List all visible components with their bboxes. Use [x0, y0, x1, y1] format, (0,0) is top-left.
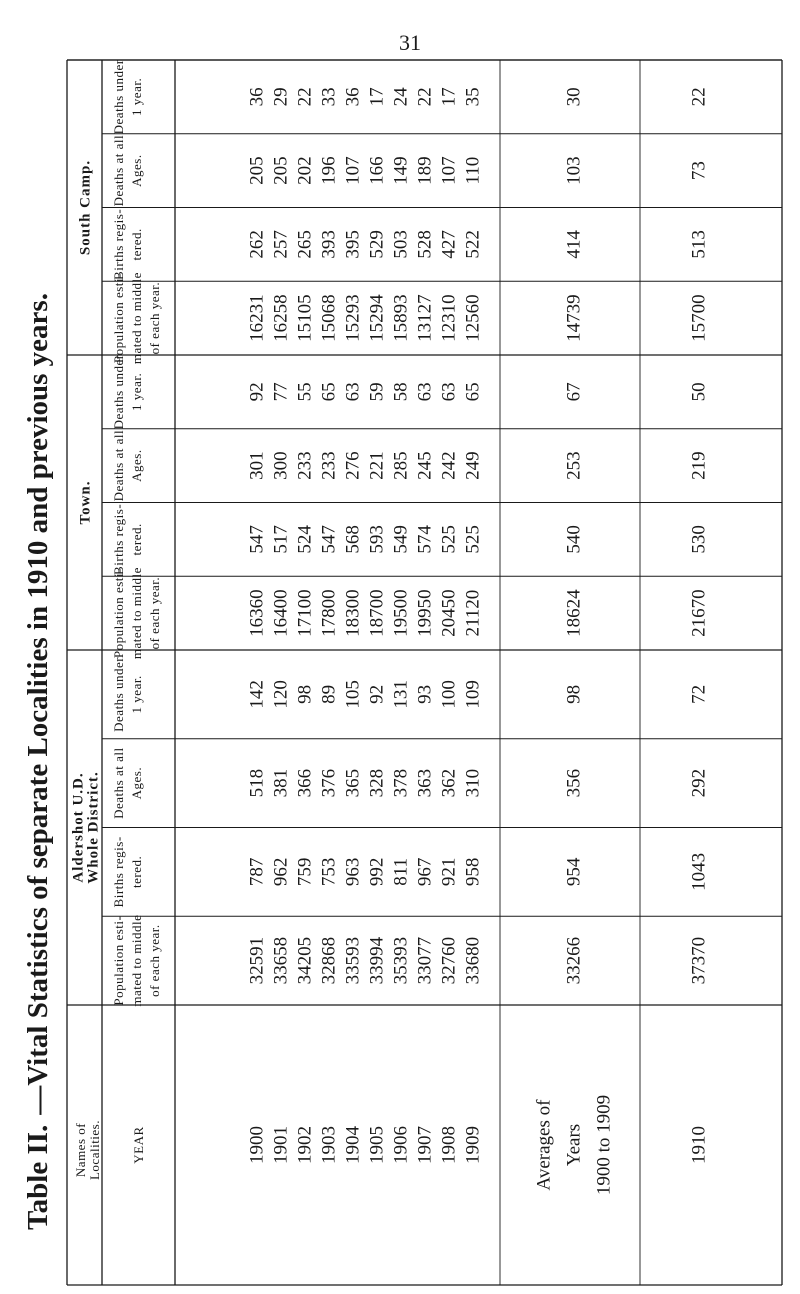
deaths_all-header-line-1: Deaths at all [110, 747, 126, 819]
deaths_under1-value: 59 [366, 382, 388, 402]
births-value: 547 [246, 525, 268, 554]
deaths_under1-value: 17 [366, 87, 388, 107]
deaths_all-value: 242 [438, 451, 460, 480]
deaths_under1-value: 131 [390, 680, 412, 709]
births-header-line-1: Births regis- [110, 836, 126, 908]
deaths_all-value: 276 [342, 451, 364, 480]
year-1904: 1904 [342, 1126, 364, 1164]
deaths_under1-average: 98 [563, 684, 585, 704]
births-value: 962 [270, 857, 292, 887]
deaths_all-value: 301 [246, 451, 268, 480]
deaths_all-value: 202 [294, 156, 316, 185]
births-value: 547 [318, 525, 340, 554]
births-value: 593 [366, 525, 388, 554]
population-value: 33680 [462, 936, 484, 985]
deaths_under1-value: 63 [342, 382, 364, 402]
population-value: 19950 [414, 589, 436, 637]
deaths_under1-value: 58 [390, 382, 412, 402]
births-value: 963 [342, 857, 364, 887]
deaths_all-average: 253 [563, 451, 585, 480]
population-current: 21670 [688, 589, 710, 637]
population-value: 33994 [366, 936, 388, 985]
population-value: 16231 [246, 294, 268, 342]
deaths_all-header-line-1: Deaths at all [110, 429, 126, 502]
year-header: YEAR [130, 1126, 146, 1164]
deaths_under1-value: 92 [246, 382, 268, 402]
births-value: 427 [438, 230, 460, 259]
population-value: 18700 [366, 589, 388, 637]
births-value: 522 [462, 230, 484, 259]
averages-label-line-3: 1900 to 1909 [593, 1094, 615, 1196]
deaths_all-value: 285 [390, 451, 412, 480]
population-value: 35393 [390, 936, 412, 985]
births-value: 574 [414, 525, 436, 554]
births-value: 393 [318, 230, 340, 259]
births-average: 414 [563, 230, 585, 259]
year-1900: 1900 [246, 1126, 268, 1164]
deaths_under1-value: 22 [294, 87, 316, 107]
births-header-line-2: tered. [128, 228, 144, 261]
deaths_all-value: 205 [270, 156, 292, 185]
deaths_all-average: 356 [563, 768, 585, 798]
year-1902: 1902 [294, 1126, 316, 1164]
deaths_under1-value: 22 [414, 87, 436, 107]
births-current: 513 [688, 230, 710, 259]
population-value: 33593 [342, 936, 364, 985]
births-header-line-1: Births regis- [110, 208, 126, 280]
population-header-line-2: mated to middle [128, 272, 144, 365]
births-value: 524 [294, 525, 316, 554]
deaths_all-value: 233 [294, 451, 316, 480]
year-1907: 1907 [414, 1126, 436, 1164]
births-value: 787 [246, 857, 268, 887]
year-1901: 1901 [270, 1126, 292, 1164]
deaths_all-value: 166 [366, 156, 388, 185]
deaths_all-value: 233 [318, 451, 340, 480]
births-value: 549 [390, 525, 412, 554]
deaths_under1-value: 98 [294, 684, 316, 704]
population-header-line-3: of each year. [146, 576, 162, 650]
section-label-line-2: Whole District. [85, 771, 102, 884]
deaths_all-value: 245 [414, 451, 436, 480]
deaths_all-value: 249 [462, 451, 484, 480]
population-header-line-3: of each year. [146, 281, 162, 355]
births-value: 262 [246, 230, 268, 259]
deaths_all-current: 73 [688, 161, 710, 181]
deaths_under1-value: 63 [414, 382, 436, 402]
births-value: 257 [270, 230, 292, 259]
year-1906: 1906 [390, 1126, 412, 1164]
population-value: 20450 [438, 589, 460, 637]
births-value: 529 [366, 230, 388, 259]
deaths_under1-value: 55 [294, 382, 316, 402]
year-1909: 1909 [462, 1126, 484, 1164]
births-current: 530 [688, 525, 710, 554]
deaths_under1-header-line-2: 1 year. [128, 372, 144, 411]
deaths_under1-average: 67 [563, 382, 585, 402]
population-value: 15293 [342, 294, 364, 342]
population-value: 16360 [246, 589, 268, 637]
deaths_all-header-line-2: Ages. [128, 449, 144, 482]
population-value: 16400 [270, 589, 292, 637]
population-value: 12560 [462, 294, 484, 342]
deaths_under1-value: 33 [318, 87, 340, 107]
deaths_all-value: 366 [294, 768, 316, 798]
averages-label-line-1: Averages of [533, 1099, 555, 1191]
population-value: 33077 [414, 936, 436, 985]
deaths_under1-header-line-1: Deaths under [110, 656, 126, 732]
population-header-line-1: Population esti- [110, 568, 126, 659]
deaths_under1-value: 65 [462, 382, 484, 402]
table-label: Table II. [22, 1124, 54, 1230]
current-year: 1910 [688, 1126, 710, 1164]
population-header-line-2: mated to middle [128, 914, 144, 1007]
population-value: 15068 [318, 294, 340, 342]
births-value: 759 [294, 857, 316, 887]
deaths_all-current: 292 [688, 768, 710, 798]
births-value: 967 [414, 857, 436, 887]
population-value: 15893 [390, 294, 412, 342]
deaths_under1-header-line-2: 1 year. [128, 675, 144, 714]
births-header-line-1: Births regis- [110, 503, 126, 575]
births-value: 525 [462, 525, 484, 554]
population-current: 15700 [688, 294, 710, 342]
deaths_under1-value: 120 [270, 680, 292, 709]
section-label: South Camp. [77, 159, 94, 256]
population-value: 15105 [294, 294, 316, 342]
population-current: 37370 [688, 936, 710, 985]
births-value: 265 [294, 230, 316, 259]
births-value: 992 [366, 857, 388, 887]
deaths_all-value: 518 [246, 768, 268, 798]
deaths_under1-value: 24 [390, 87, 412, 107]
population-value: 17100 [294, 589, 316, 637]
population-value: 32760 [438, 936, 460, 985]
deaths_under1-header-line-1: Deaths under [110, 354, 126, 430]
deaths_under1-value: 89 [318, 684, 340, 704]
deaths_all-value: 362 [438, 768, 460, 798]
deaths_all-value: 300 [270, 451, 292, 480]
deaths_all-value: 110 [462, 156, 484, 185]
deaths_under1-value: 36 [246, 87, 268, 107]
deaths_all-header-line-2: Ages. [128, 154, 144, 187]
deaths_under1-value: 36 [342, 87, 364, 107]
population-value: 17800 [318, 589, 340, 637]
deaths_all-value: 381 [270, 768, 292, 798]
deaths_under1-value: 92 [366, 684, 388, 704]
population-header-line-1: Population esti- [110, 915, 126, 1006]
births-average: 954 [563, 857, 585, 887]
births-value: 525 [438, 525, 460, 554]
deaths_under1-value: 109 [462, 680, 484, 709]
deaths_under1-header-line-2: 1 year. [128, 77, 144, 116]
deaths_all-value: 363 [414, 768, 436, 798]
population-header-line-2: mated to middle [128, 567, 144, 660]
population-value: 12310 [438, 294, 460, 342]
population-average: 18624 [563, 589, 585, 637]
deaths_all-value: 310 [462, 768, 484, 798]
deaths_under1-current: 22 [688, 87, 710, 107]
year-1908: 1908 [438, 1126, 460, 1164]
births-header-line-2: tered. [128, 855, 144, 888]
deaths_all-header-line-2: Ages. [128, 766, 144, 800]
deaths_under1-value: 63 [438, 382, 460, 402]
deaths_all-value: 365 [342, 768, 364, 798]
births-value: 568 [342, 525, 364, 554]
births-current: 1043 [688, 852, 710, 891]
population-value: 18300 [342, 589, 364, 637]
deaths_all-value: 189 [414, 156, 436, 185]
page-number: 31 [399, 30, 421, 55]
deaths_all-value: 107 [438, 156, 460, 185]
deaths_all-value: 196 [318, 156, 340, 185]
population-average: 33266 [563, 936, 585, 985]
births-value: 811 [390, 857, 412, 886]
births-value: 921 [438, 857, 460, 887]
population-value: 32868 [318, 936, 340, 985]
deaths_under1-value: 105 [342, 680, 364, 709]
population-header-line-1: Population esti- [110, 273, 126, 364]
deaths_under1-value: 17 [438, 87, 460, 107]
year-1903: 1903 [318, 1126, 340, 1164]
year-1905: 1905 [366, 1126, 388, 1164]
deaths_under1-value: 29 [270, 87, 292, 107]
deaths_under1-value: 35 [462, 87, 484, 107]
deaths_all-value: 376 [318, 768, 340, 798]
deaths_all-value: 378 [390, 768, 412, 798]
localities-header-line-2: Localities. [86, 1119, 102, 1181]
births-value: 503 [390, 230, 412, 259]
population-value: 33658 [270, 936, 292, 985]
births-value: 395 [342, 230, 364, 259]
deaths_all-value: 107 [342, 156, 364, 185]
births-value: 517 [270, 525, 292, 554]
deaths_under1-average: 30 [563, 87, 585, 107]
population-average: 14739 [563, 294, 585, 342]
population-header-line-3: of each year. [146, 924, 162, 997]
localities-header-line-1: Names of [72, 1122, 88, 1178]
population-value: 16258 [270, 294, 292, 342]
population-value: 15294 [366, 294, 388, 342]
section-label: Town. [77, 480, 94, 525]
population-value: 21120 [462, 589, 484, 637]
deaths_under1-current: 72 [688, 684, 710, 704]
population-value: 19500 [390, 589, 412, 637]
births-header-line-2: tered. [128, 523, 144, 556]
deaths_under1-value: 142 [246, 680, 268, 709]
deaths_under1-current: 50 [688, 382, 710, 402]
deaths_under1-header-line-1: Deaths under [110, 59, 126, 135]
deaths_under1-value: 65 [318, 382, 340, 402]
deaths_all-current: 219 [688, 451, 710, 480]
population-value: 32591 [246, 936, 268, 985]
section-label-line-1: Aldershot U.D. [70, 772, 87, 883]
births-average: 540 [563, 525, 585, 554]
births-value: 958 [462, 857, 484, 887]
births-value: 528 [414, 230, 436, 259]
deaths_all-value: 205 [246, 156, 268, 185]
deaths_all-value: 221 [366, 451, 388, 480]
population-value: 34205 [294, 936, 316, 985]
deaths_under1-value: 77 [270, 382, 292, 402]
deaths_all-value: 149 [390, 156, 412, 185]
table-caption: —Vital Statistics of separate Localities in 1910 and previous years. [22, 293, 54, 1115]
deaths_under1-value: 100 [438, 680, 460, 709]
deaths_all-average: 103 [563, 156, 585, 185]
averages-label-line-2: Years [563, 1123, 585, 1167]
births-value: 753 [318, 857, 340, 887]
population-value: 13127 [414, 294, 436, 342]
deaths_under1-value: 93 [414, 684, 436, 704]
deaths_all-value: 328 [366, 768, 388, 798]
deaths_all-header-line-1: Deaths at all [110, 134, 126, 207]
